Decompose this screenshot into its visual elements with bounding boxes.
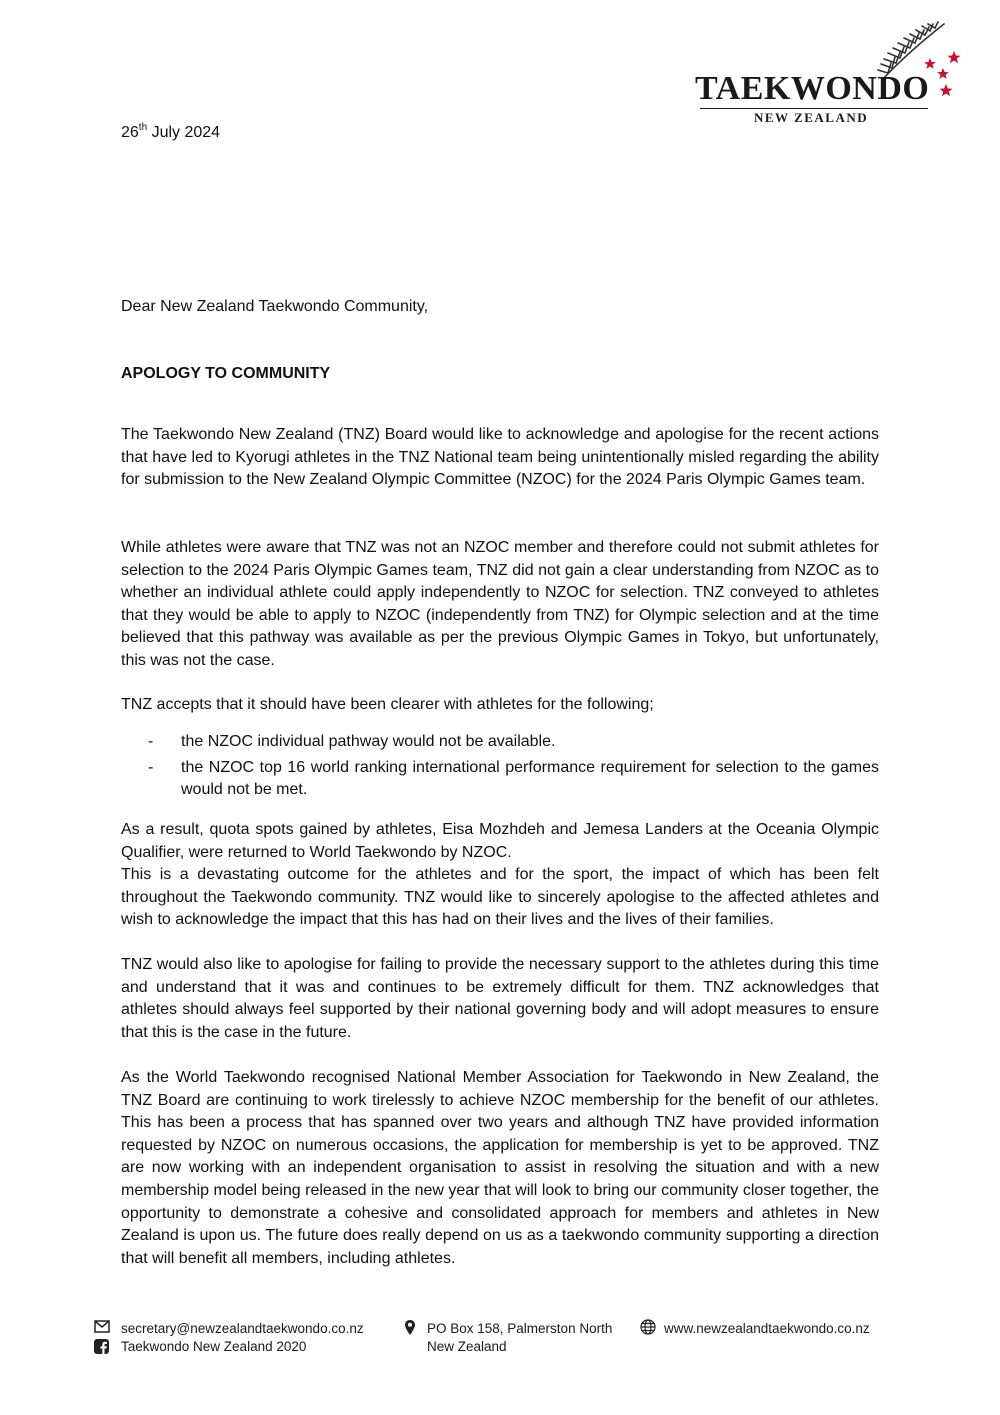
paragraph-5: This is a devastating outcome for the athletes and for the sport, the impact of which has been felt throughout the Taekwondo community. TNZ would like to sincerely apologise to the affected athletes and wish to acknowledge the impact that this has had on their lives and the lives of their families. (121, 866, 879, 929)
logo-divider (700, 108, 928, 109)
location-pin-icon (404, 1319, 416, 1336)
facebook-icon (94, 1339, 109, 1354)
paragraph-6: TNZ would also like to apologise for failing to provide the necessary support to the athletes during this time and understand that it was and continues to be extremely difficult for them. TNZ acknowledges that athletes should always feel supported by their national governing body and will adopt measures to ensure that this is the case in the future. (121, 956, 879, 1041)
paragraph-3: TNZ accepts that it should have been clearer with athletes for the following; (121, 696, 654, 713)
paragraph-2: While athletes were aware that TNZ was not an NZOC member and therefore could not submit athletes for selection to the 2024 Paris Olympic Games team, TNZ did not gain a clear understanding from NZOC as to whether an individual athlete could apply independently to NZOC for selection. TNZ conveyed to athletes that they would be able to apply to NZOC (independently from TNZ) for Olympic selection and at the time believed that this pathway was available as per the previous Olympic Games in Tokyo, but unfortunately, this was not the case. (121, 539, 879, 669)
paragraph-7: As the World Taekwondo recognised National Member Association for Taekwondo in New Zealand, the TNZ Board are continuing to work tirelessly to achieve NZOC membership for the benefit of our athletes. This has been a process that has spanned over two years and although TNZ have provided information requested by NZOC on numerous occasions, the application for membership is yet to be approved. TNZ are now working with an independent organisation to assist in resolving the situation and with a new membership model being released in the new year that will look to bring our community closer together, the opportunity to demonstrate a cohesive and consolidated approach for members and athletes in New Zealand is upon us. The future does really depend on us as a taekwondo community supporting a direction that will benefit all members, including athletes. (121, 1069, 879, 1267)
logo-wordmark: TAEKWONDO (695, 70, 930, 107)
footer-address-line1: PO Box 158, Palmerston North (427, 1321, 613, 1336)
letter-heading: APOLOGY TO COMMUNITY (121, 365, 331, 382)
star-icon (924, 58, 936, 69)
logo (692, 18, 962, 128)
logo-subtitle: NEW ZEALAND (754, 110, 869, 125)
email-icon (94, 1320, 110, 1333)
star-icon (940, 84, 953, 96)
salutation: Dear New Zealand Taekwondo Community, (121, 298, 429, 315)
paragraph-4: As a result, quota spots gained by athletes, Eisa Mozhdeh and Jemesa Landers at the Oceania Olympic Qualifier, were returned to World Taekwondo by NZOC. (121, 821, 879, 861)
globe-icon (640, 1319, 656, 1335)
star-icon (948, 51, 961, 63)
paragraph-1: The Taekwondo New Zealand (TNZ) Board would like to acknowledge and apologise for the recent actions that have led to Kyorugi athletes in the TNZ National team being unintentionally misled regarding the ability for submission to the New Zealand Olympic Committee (NZOC) for the 2024 Paris Olympic Games team. (121, 426, 879, 489)
star-icon (937, 68, 949, 79)
bullet-list (121, 731, 879, 805)
letter-date: 26th July 2024 (121, 121, 221, 141)
footer-website[interactable]: www.newzealandtaekwondo.co.nz (664, 1321, 870, 1336)
list-item: - the NZOC top 16 world ranking international performance requirement for selection to the games would not be met. (148, 758, 879, 799)
list-item: - the NZOC individual pathway would not be available. (148, 733, 556, 750)
footer-email[interactable]: secretary@newzealandtaekwondo.co.nz (121, 1321, 364, 1336)
footer-address-line2: New Zealand (427, 1339, 507, 1354)
footer-facebook[interactable]: Taekwondo New Zealand 2020 (121, 1339, 307, 1354)
